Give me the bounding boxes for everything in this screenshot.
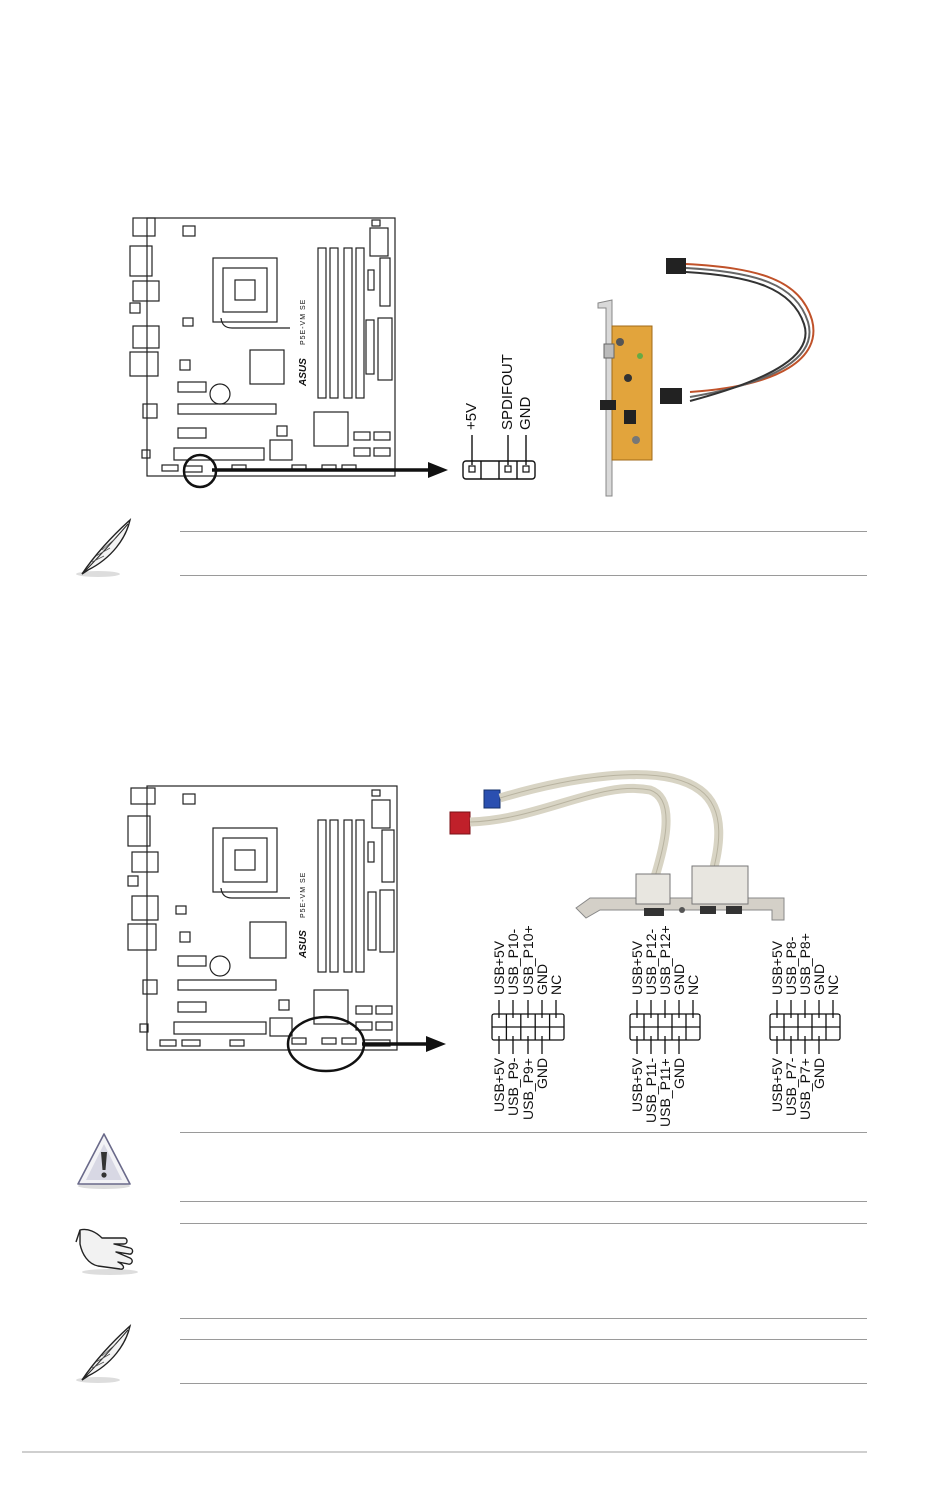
usb-pin-label: USB_P11+ <box>657 1058 673 1127</box>
important-icon <box>74 1224 144 1276</box>
usb-pin-label: USB_P12- <box>643 928 659 995</box>
important-rule-top <box>180 1223 867 1224</box>
footer-rule <box>22 1451 867 1453</box>
usb-pin-label: NC <box>548 974 564 995</box>
usb-pin-label: NC <box>825 974 841 995</box>
note2-rule-top <box>180 1339 867 1340</box>
note-icon <box>74 1322 134 1386</box>
important-rule-bottom <box>180 1318 867 1319</box>
warning-icon <box>74 1130 134 1190</box>
usb-pin-label: USB+5V <box>491 1057 507 1112</box>
warning-rule-bottom <box>180 1201 867 1202</box>
note2-rule-bottom <box>180 1383 867 1384</box>
usb-pin-label: GND <box>534 963 550 995</box>
pin-label-5v: +5V <box>463 402 480 430</box>
usb-pin-label: USB_P7- <box>783 1057 799 1116</box>
usb-pin-label: USB_P10+ <box>520 925 536 995</box>
board-model-label: P5E-VM SE <box>300 871 307 918</box>
warning-rule-top <box>180 1132 867 1133</box>
usb-pin-label: USB_P9+ <box>520 1058 536 1120</box>
usb-pin-label: NC <box>685 974 701 995</box>
usb-pin-label: USB_P7+ <box>797 1058 813 1120</box>
usb-pin-label: GND <box>811 963 827 995</box>
usb-pin-label: USB_P8+ <box>797 933 813 995</box>
usb-pin-label: USB+5V <box>491 940 507 995</box>
usb-pin-label: USB+5V <box>629 1057 645 1112</box>
pin-label-gnd: GND <box>517 396 534 430</box>
usb-pin-label: USB+5V <box>769 1057 785 1112</box>
usb-pin-label: USB_P8- <box>783 936 799 995</box>
usb-pin-label: GND <box>671 1057 687 1089</box>
usb-pin-label: USB_P10- <box>505 928 521 995</box>
usb-pin-label: GND <box>534 1057 550 1089</box>
pin-label-spdifout: SPDIFOUT <box>499 354 516 430</box>
usb-pin-label: USB_P9- <box>505 1057 521 1116</box>
usb-pin-label: GND <box>811 1057 827 1089</box>
usb-pin-label: GND <box>671 963 687 995</box>
usb-pin-label: USB_P12+ <box>657 925 673 995</box>
board-model-label: P5E-VM SE <box>300 298 307 345</box>
board-logo: ASUS <box>298 358 309 386</box>
usb-pin-label: USB+5V <box>629 940 645 995</box>
usb-pin-label: USB_P11- <box>643 1057 659 1123</box>
board-logo: ASUS <box>298 930 309 958</box>
usb-pin-label: USB+5V <box>769 940 785 995</box>
